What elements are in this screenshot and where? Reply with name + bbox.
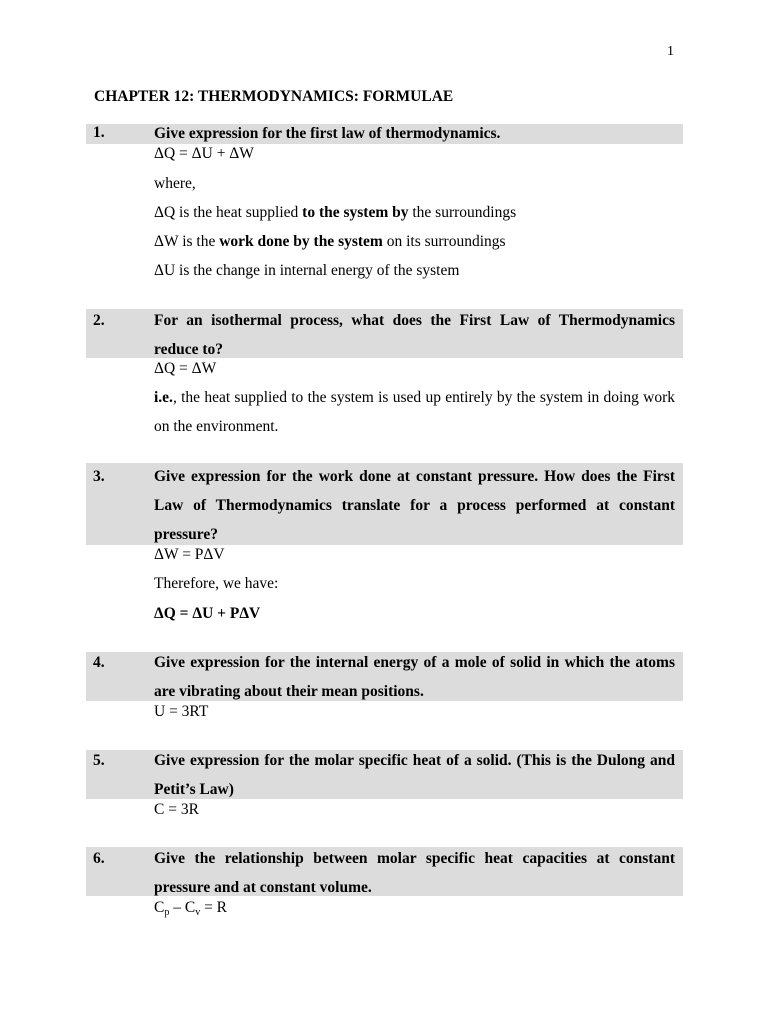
answer-5-formula: C = 3R [154, 801, 199, 818]
question-4-number: 4. [93, 654, 105, 671]
def-q-pre: ΔQ is the heat supplied [154, 204, 303, 221]
def-q-bold: to the system by [302, 204, 409, 221]
question-5-number: 5. [93, 752, 105, 769]
answer-3-formula: ΔW = PΔV [154, 546, 225, 563]
subscript-p: p [164, 907, 170, 918]
answer-2-formula: ΔQ = ΔW [154, 360, 217, 377]
subscript-v: v [195, 907, 201, 918]
question-1-number: 1. [93, 124, 105, 141]
answer-1-formula: ΔQ = ΔU + ΔW [154, 145, 254, 162]
question-2-number: 2. [93, 312, 105, 329]
def-w-pre: ΔW is the [154, 233, 220, 250]
formula-end: = R [200, 899, 228, 916]
question-4-text: Give expression for the internal energy of a mole of solid in which the atoms are vibrating about their mean positions. [154, 654, 675, 700]
answer-2-explanation [154, 383, 675, 441]
question-5-text: Give expression for the molar specific heat of a solid. (This is the Dulong and Petit’s Law) [154, 752, 675, 798]
formula-c1: C [154, 899, 165, 916]
question-6-number: 6. [93, 850, 105, 867]
page-number: 1 [667, 44, 674, 59]
answer-1-where: where, [154, 175, 196, 192]
formula-minus: – C [169, 899, 196, 916]
answer-3-result: ΔQ = ΔU + PΔV [154, 605, 261, 622]
ie-rest: , the heat supplied to the system is used up entirely by the system in doing work on the environment. [154, 389, 675, 435]
question-2-text: For an isothermal process, what does the First Law of Thermodynamics reduce to? [154, 312, 675, 358]
answer-1-def-w [154, 233, 506, 251]
question-6-text: Give the relationship between molar specific heat capacities at constant pressure and at constant volume. [154, 850, 675, 896]
answer-3-therefore: Therefore, we have: [154, 575, 279, 592]
question-1-text: Give expression for the first law of thermodynamics. [154, 125, 501, 142]
answer-4-formula: U = 3RT [154, 703, 209, 720]
answer-6-formula [154, 899, 227, 918]
answer-1-def-q [154, 204, 516, 222]
def-w-post: on its surroundings [382, 233, 506, 250]
def-w-bold: work done by the system [219, 233, 383, 250]
answer-1-def-u: ΔU is the change in internal energy of the system [154, 262, 460, 279]
question-3-text: Give expression for the work done at constant pressure. How does the First Law of Thermodynamics translate for a process performed at constant pressure? [154, 468, 675, 543]
def-q-post: the surroundings [408, 204, 517, 221]
page-title: CHAPTER 12: THERMODYNAMICS: FORMULAE [94, 88, 454, 105]
question-3-number: 3. [93, 468, 105, 485]
ie-bold: i.e. [154, 389, 173, 406]
